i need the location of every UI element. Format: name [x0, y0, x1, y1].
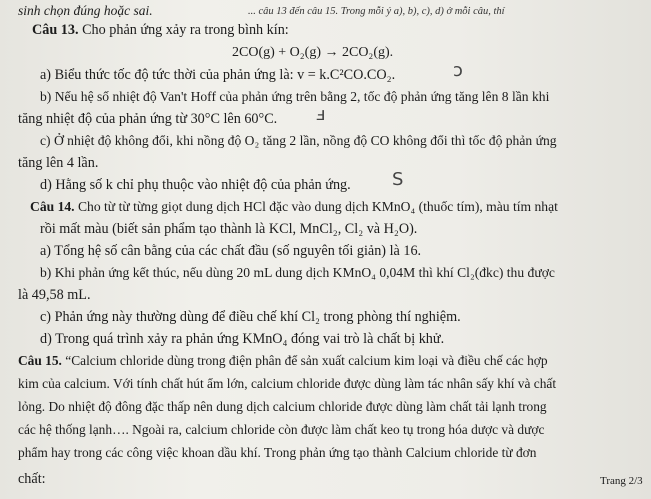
q14-d: d) Trong quá trình xảy ra phản ứng KMnO₄ đóng vai trò là chất bị khử.: [40, 331, 445, 347]
q15-l3: lỏng. Do nhiệt độ đông đặc thấp nên dung dịch calcium chloride được dùng làm chất tải lạnh trong: [18, 399, 547, 414]
q15-l2: kim của calcium. Với tính chất hút ẩm lớn, calcium chloride được dùng làm tác nhân sấy khí và chất: [18, 376, 557, 391]
q14-b2: là 49,58 mL.: [18, 287, 91, 303]
handwritten-mark-icon: ⅎ: [316, 104, 326, 125]
q14-a: a) Tổng hệ số cân bằng của các chất đầu (số nguyên tối giản) là 16.: [40, 243, 422, 259]
q14-line: [30, 198, 558, 216]
q13-d: d) Hằng số k chỉ phụ thuộc vào nhiệt độ của phản ứng.: [40, 177, 351, 193]
q13-line: [32, 21, 289, 39]
handwritten-mark-icon: S: [392, 169, 404, 190]
q13-c2: tăng lên 4 lần.: [18, 155, 99, 171]
q13-a: a) Biểu thức tốc độ tức thời của phản ứng là: v = k.C²CO.CO₂.: [40, 67, 396, 83]
q13-equation: 2CO(g) + O₂(g) → 2CO₂(g).: [232, 45, 394, 60]
q13-c1: c) Ở nhiệt độ không đổi, khi nồng độ O₂ tăng 2 lần, nồng độ CO không đổi thì tốc độ phản ứng: [40, 133, 557, 148]
handwritten-mark-icon: ↄ: [453, 60, 463, 81]
q15-l1: “Calcium chloride dùng trong điện phân để sản xuất calcium kim loại và điều chế các hợp: [61, 353, 548, 368]
q14-title: Câu 14.: [30, 199, 75, 214]
q14-c: c) Phản ứng này thường dùng để điều chế khí Cl₂ trong phòng thí nghiệm.: [40, 309, 461, 325]
q15-l4: các hệ thống lạnh…. Ngoài ra, calcium chloride còn được làm chất keo tụ trong hóa dược và dược: [18, 422, 545, 437]
q13-b2: tăng nhiệt độ của phản ứng từ 30°C lên 60°C.: [18, 111, 278, 127]
header-left: sinh chọn đúng hoặc sai.: [18, 3, 153, 18]
header-right: ... câu 13 đến câu 15. Trong mỗi ý a), b), c), d) ở mỗi câu, thí: [248, 6, 505, 17]
q15-line: [18, 352, 548, 370]
page-number: Trang 2/3: [600, 475, 643, 487]
q13-b1: b) Nếu hệ số nhiệt độ Van't Hoff của phản ứng trên bằng 2, tốc độ phản ứng tăng lên 8 lần khi: [40, 89, 550, 104]
q13-stem: Cho phản ứng xảy ra trong bình kín:: [78, 22, 289, 38]
q15-l6: chất:: [18, 471, 46, 487]
q14-stem: Cho từ từ từng giọt dung dịch HCl đặc vào dung dịch KMnO₄ (thuốc tím), màu tím nhạt: [74, 199, 558, 214]
q15-l5: phẩm hay trong các công việc khoan dầu khí. Trong phản ứng tạo thành Calcium chloride từ đơn: [18, 445, 537, 460]
q13-title: Câu 13.: [32, 22, 79, 38]
q14-stem2: rồi mất màu (biết sản phẩm tạo thành là KCl, MnCl₂, Cl₂ và H₂O).: [40, 221, 418, 237]
q14-b1: b) Khi phản ứng kết thúc, nếu dùng 20 mL dung dịch KMnO₄ 0,04M thì khí Cl₂(đkc) thu được: [40, 265, 555, 280]
q15-title: Câu 15.: [18, 353, 62, 368]
